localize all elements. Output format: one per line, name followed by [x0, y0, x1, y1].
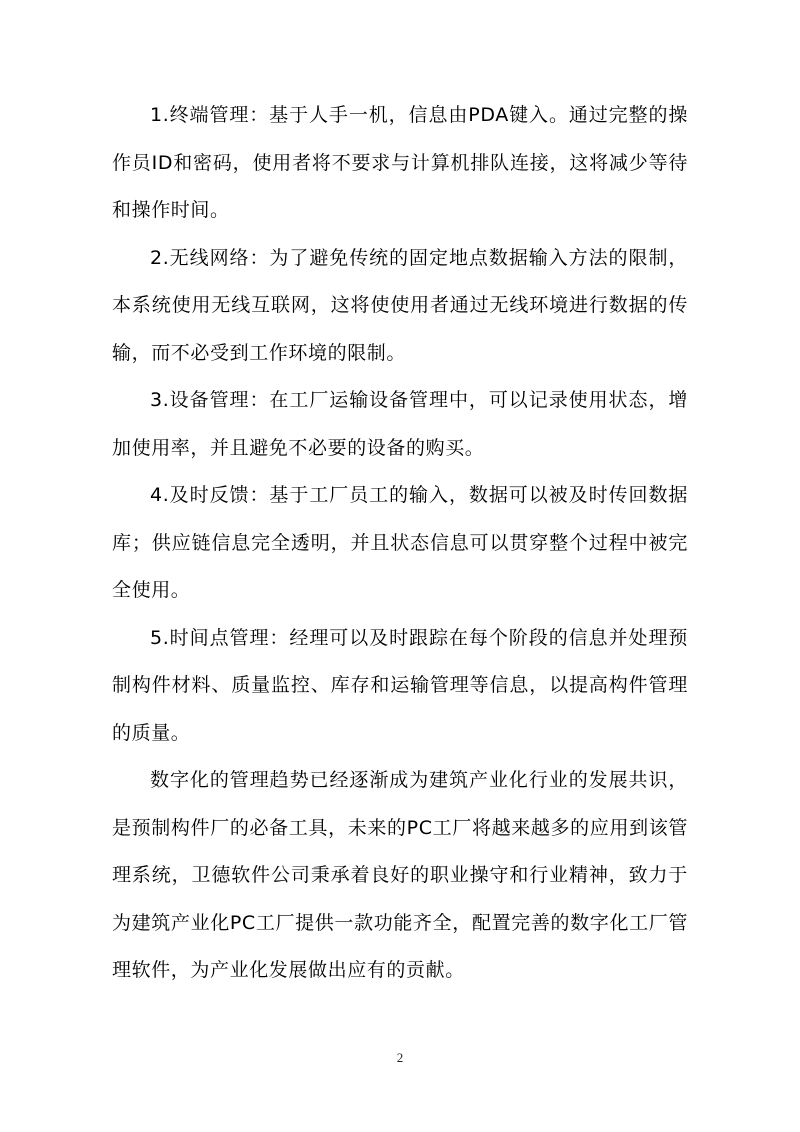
- paragraph-timely-feedback: 4.及时反馈：基于工厂员工的输入，数据可以被及时传回数据库；供应链信息完全透明，并且状态信息可以贯穿整个过程中被完全使用。: [112, 484, 688, 601]
- paragraph-terminal-management: 1.终端管理：基于人手一机，信息由PDA键入。通过完整的操作员ID和密码，使用者将不要求与计算机排队连接，这将减少等待和操作时间。: [112, 104, 688, 221]
- paragraph-equipment-management: 3.设备管理：在工厂运输设备管理中，可以记录使用状态，增加使用率，并且避免不必要的设备的购买。: [112, 389, 688, 459]
- paragraph-conclusion: 数字化的管理趋势已经逐渐成为建筑产业化行业的发展共识，是预制构件厂的必备工具，未来的PC工厂将越来越多的应用到该管理系统，卫德软件公司秉承着良好的职业操守和行业精神，致力于为建筑产业化PC工厂提供一款功能齐全，配置完善的数字化工厂管理软件，为产业化发展做出应有的贡献。: [112, 769, 688, 981]
- paragraph-wireless-network: 2.无线网络：为了避免传统的固定地点数据输入方法的限制，本系统使用无线互联网，这将使使用者通过无线环境进行数据的传输，而不必受到工作环境的限制。: [112, 246, 688, 364]
- paragraph-timepoint-management: 5.时间点管理：经理可以及时跟踪在每个阶段的信息并处理预制构件材料、质量监控、库存和运输管理等信息，以提高构件管理的质量。: [112, 626, 688, 744]
- document-body: [112, 92, 688, 995]
- page-number: 2: [396, 1050, 404, 1065]
